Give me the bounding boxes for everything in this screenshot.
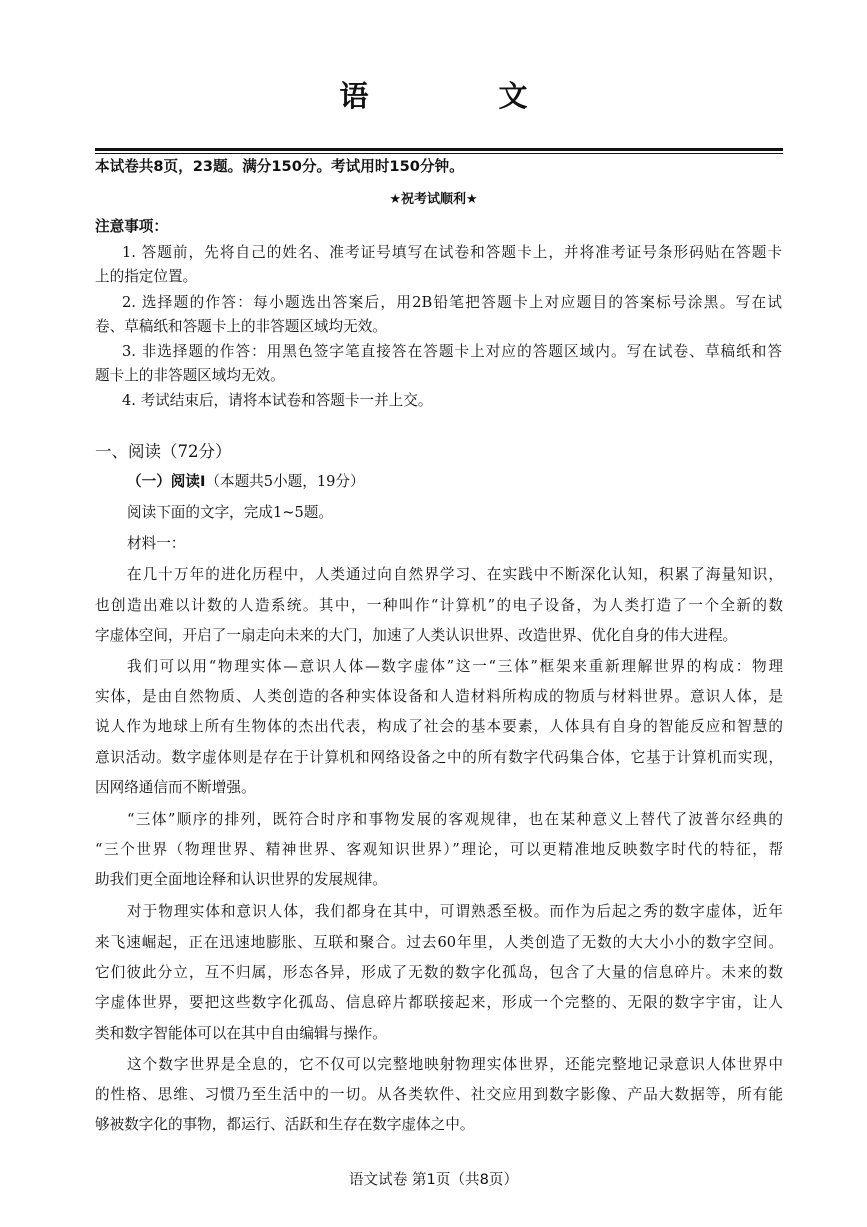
notice-heading: 注意事项： [95, 218, 168, 235]
sub-section-label: （一）阅读Ⅰ [127, 473, 206, 490]
paragraph-2-line-5: 因网络通信而不断增强。 [95, 779, 256, 796]
paragraph-2-line-1: 我们可以用“物理实体—意识人体—数字虚体”这一“三体”框架来重新理解世界的构成：物理 [127, 658, 783, 675]
paragraph-2-line-2: 实体，是由自然物质、人类创造的各种实体设备和人造材料所构成的物质与材料世界。意识人体，是 [95, 688, 783, 705]
notice-item-3-line-2: 题卡上的非答题区域均无效。 [95, 367, 285, 384]
paragraph-5-line-2: 的性格、思维、习惯乃至生活中的一切。从各类软件、社交应用到数字影像、产品大数据等，所有能 [95, 1086, 783, 1103]
reading-instruction: 阅读下面的文字，完成1~5题。 [127, 504, 333, 521]
paragraph-1-line-2: 也创造出难以计数的人造系统。其中，一种叫作“计算机”的电子设备，为人类打造了一个全新的数 [95, 597, 783, 614]
sub-section-heading [127, 472, 365, 492]
paragraph-4-line-5: 类和数字智能体可以在其中自由编辑与操作。 [95, 1025, 387, 1042]
sub-section-detail: （本题共5小题，19分） [205, 473, 365, 490]
paragraph-5-line-3: 够被数字化的事物，都运行、活跃和生存在数字虚体之中。 [95, 1116, 475, 1133]
header-divider-thick [95, 148, 783, 151]
paragraph-1-line-3: 字虚体空间，开启了一扇走向未来的大门，加速了人类认识世界、改造世界、优化自身的伟大进程。 [95, 627, 738, 644]
paragraph-3-line-2: “三个世界（物理世界、精神世界、客观知识世界）”理论，可以更精准地反映数字时代的特征，帮 [95, 841, 783, 858]
paragraph-2-line-4: 意识活动。数字虚体则是存在于计算机和网络设备之中的所有数字代码集合体，它基于计算机而实现， [95, 749, 783, 766]
material-label: 材料一： [127, 535, 186, 552]
paragraph-1-line-1: 在几十万年的进化历程中，人类通过向自然界学习、在实践中不断深化认知，积累了海量知识， [127, 566, 783, 583]
paragraph-3-line-3: 助我们更全面地诠释和认识世界的发展规律。 [95, 871, 387, 888]
notice-item-2-line-2: 卷、草稿纸和答题卡上的非答题区域均无效。 [95, 318, 387, 335]
page-footer: 语文试卷 第1页（共8页） [348, 1171, 519, 1188]
blessing-text: ★祝考试顺利★ [389, 192, 478, 207]
paragraph-4-line-2: 来飞速崛起，正在迅速地膨胀、互联和聚合。过去60年里，人类创造了无数的大大小小的数字空间。 [95, 934, 783, 951]
page-title: 语 文 [339, 79, 588, 113]
notice-item-3-line-1: 3. 非选择题的作答：用黑色签字笔直接答在答题卡上对应的答题区域内。写在试卷、草稿纸和答 [122, 343, 782, 360]
notice-item-4-line-1: 4. 考试结束后，请将本试卷和答题卡一并上交。 [122, 392, 433, 409]
paragraph-4-line-3: 它们彼此分立，互不归属，形态各异，形成了无数的数字化孤岛，包含了大量的信息碎片。未来的数 [95, 964, 783, 981]
exam-info: 本试卷共8页，23题。满分150分。考试用时150分钟。 [95, 158, 464, 175]
paragraph-3-line-1: “三体”顺序的排列，既符合时序和事物发展的客观规律，也在某种意义上替代了波普尔经典的 [127, 811, 783, 828]
header-divider-thin [95, 153, 783, 154]
notice-item-1-line-1: 1. 答题前，先将自己的姓名、准考证号填写在试卷和答题卡上，并将准考证号条形码贴在答题卡 [122, 244, 782, 261]
section-heading: 一、阅读（72分） [95, 442, 232, 461]
notice-item-1-line-2: 上的指定位置。 [95, 268, 198, 285]
paragraph-5-line-1: 这个数字世界是全息的，它不仅可以完整地映射物理实体世界，还能完整地记录意识人体世界中 [127, 1056, 783, 1073]
paragraph-4-line-4: 字虚体世界，要把这些数字化孤岛、信息碎片都联接起来，形成一个完整的、无限的数字宇宙，让人 [95, 994, 783, 1011]
paragraph-4-line-1: 对于物理实体和意识人体，我们都身在其中，可谓熟悉至极。而作为后起之秀的数字虚体，近年 [127, 903, 783, 920]
notice-item-2-line-1: 2. 选择题的作答：每小题选出答案后，用2B铅笔把答题卡上对应题目的答案标号涂黑。写在试 [122, 294, 782, 311]
paragraph-2-line-3: 说人作为地球上所有生物体的杰出代表，构成了社会的基本要素，人体具有自身的智能反应和智慧的 [95, 718, 783, 735]
